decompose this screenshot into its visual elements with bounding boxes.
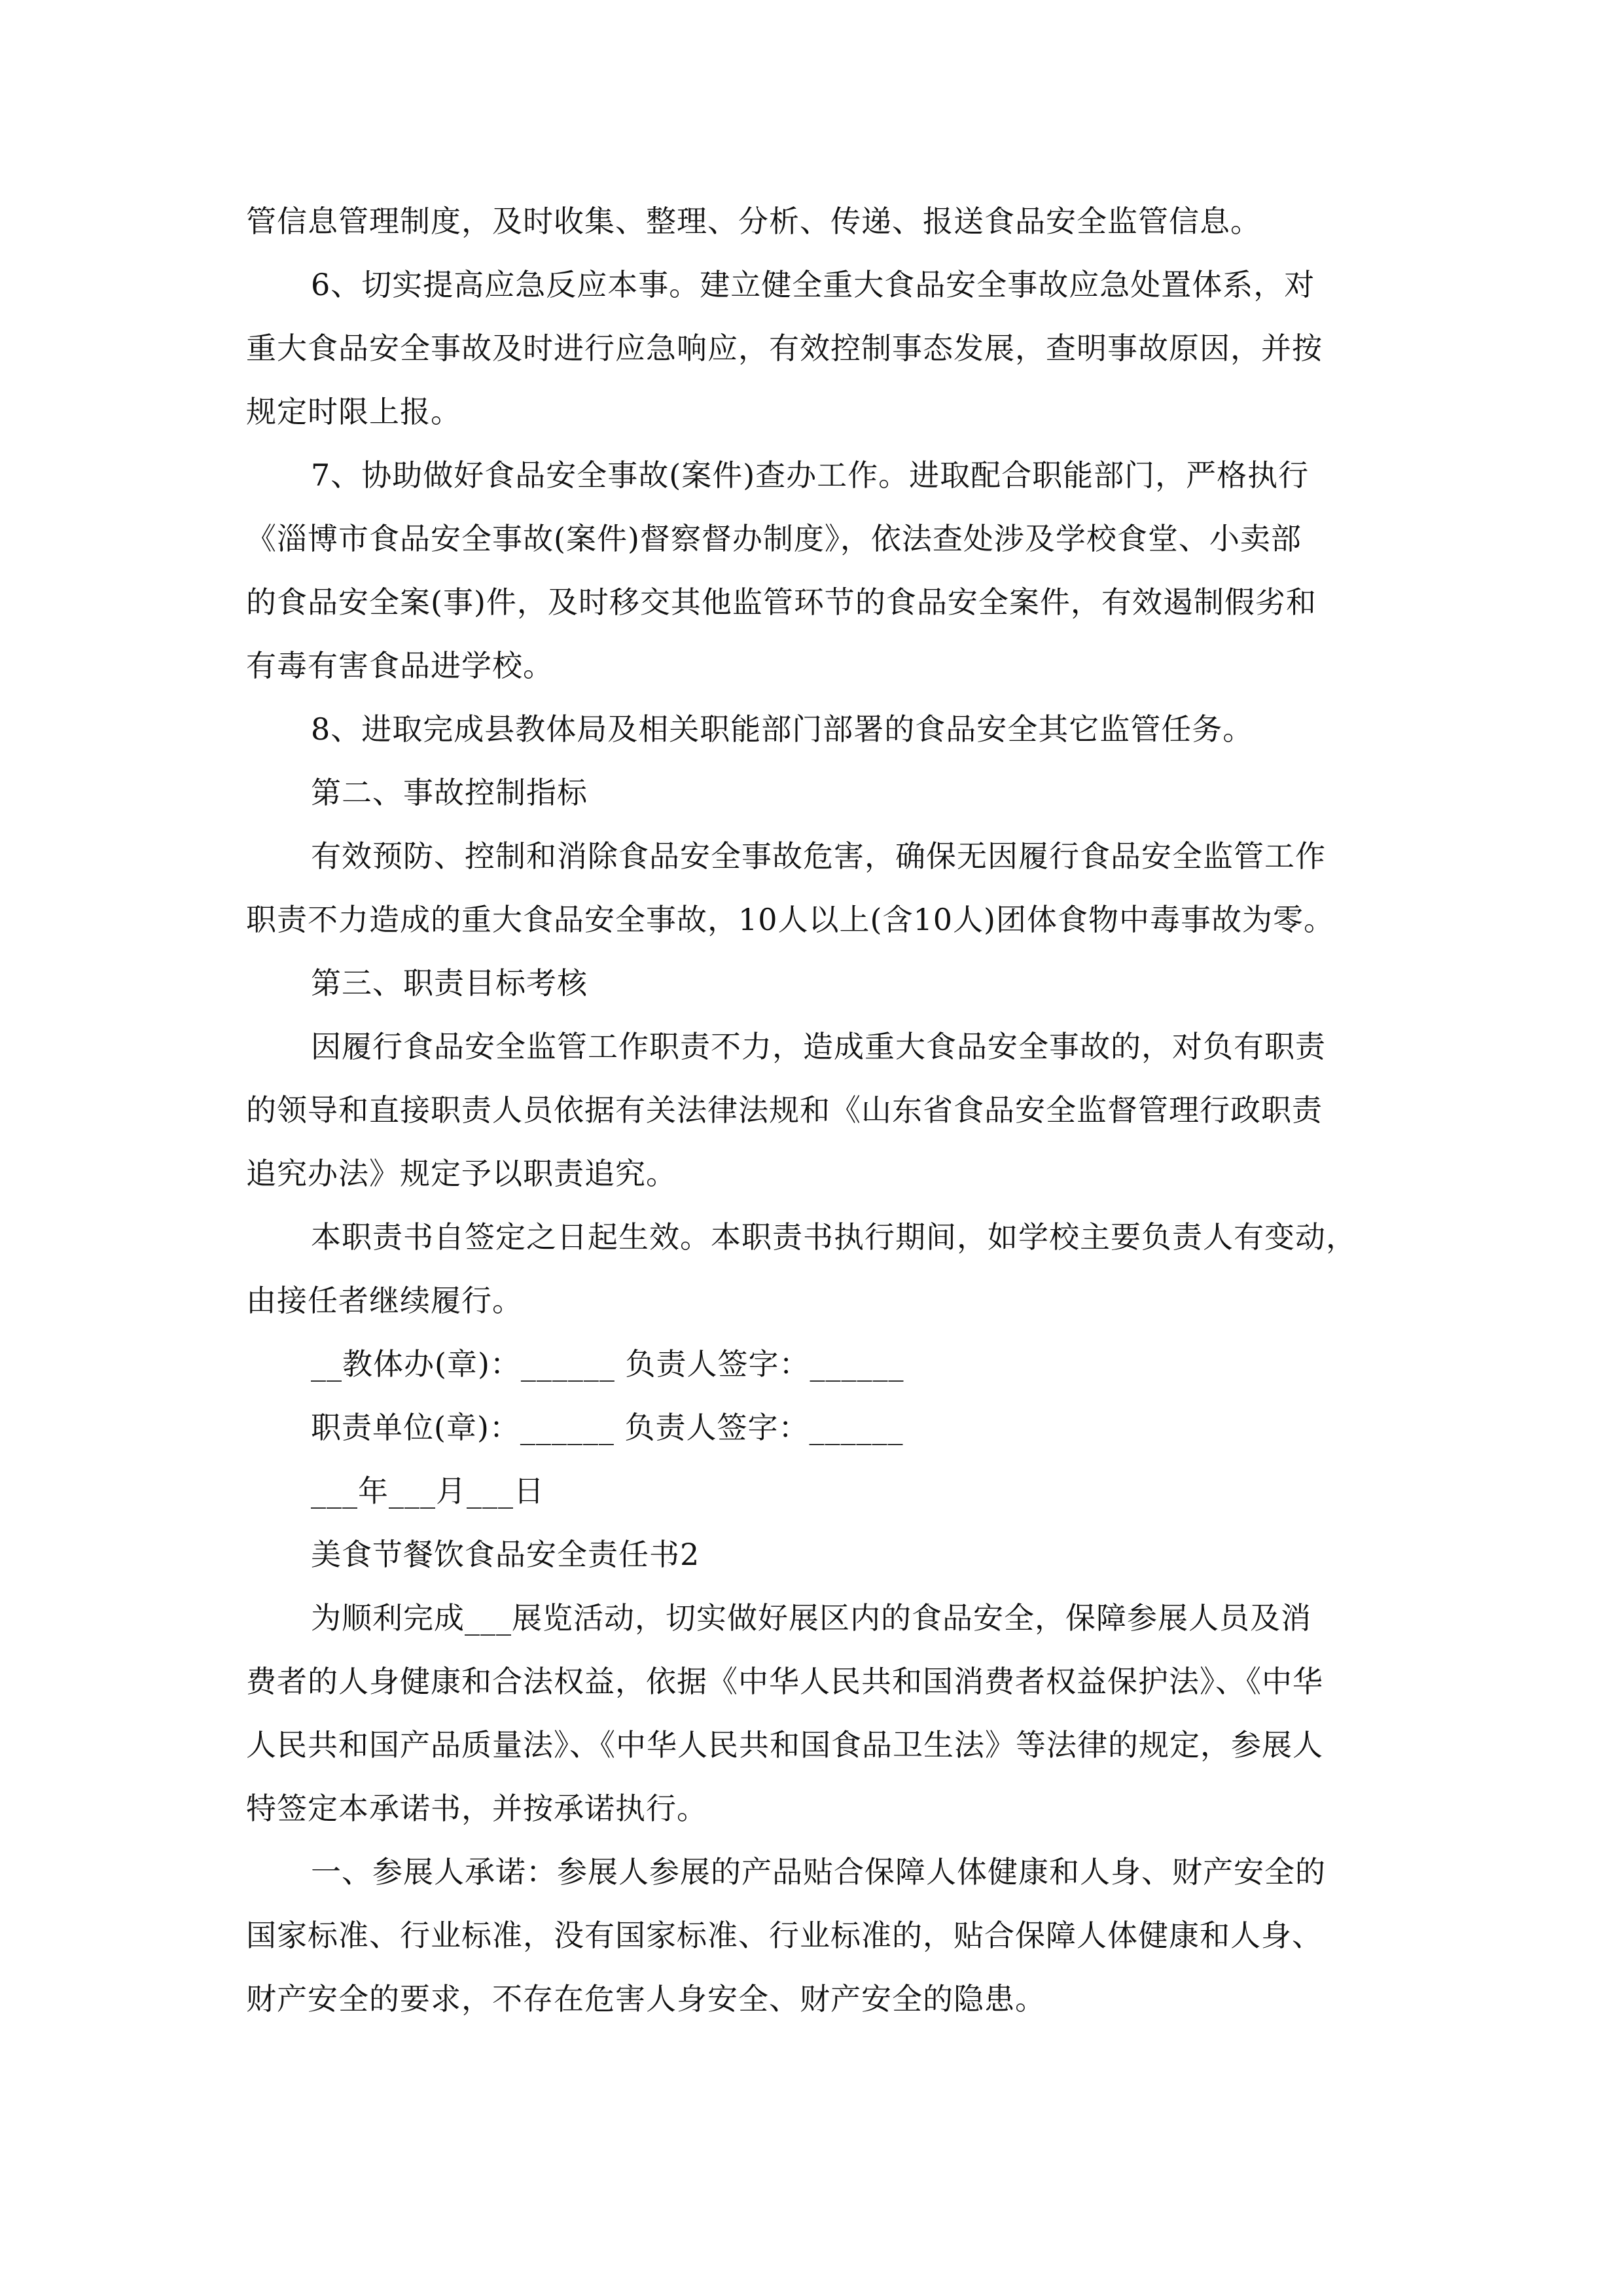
text-line: 职责不力造成的重大食品安全事故，10人以上(含10人)团体食物中毒事故为零。: [246, 902, 1334, 937]
date-line: ___年___月___日: [311, 1473, 544, 1509]
text-line: 为顺利完成___展览活动，切实做好展区内的食品安全，保障参展人员及消: [311, 1600, 1311, 1636]
text-line: 有效预防、控制和消除食品安全事故危害，确保无因履行食品安全监管工作: [311, 838, 1326, 874]
text-line: 追究办法》规定予以职责追究。: [246, 1156, 677, 1191]
text-line: 的食品安全案(事)件，及时移交其他监管环节的食品安全案件，有效遏制假劣和: [246, 584, 1317, 620]
document-body: [246, 190, 1377, 2031]
text-line: 特签定本承诺书，并按承诺执行。: [246, 1791, 707, 1826]
text-line: 费者的人身健康和合法权益，依据《中华人民共和国消费者权益保护法》、《中华: [246, 1664, 1323, 1699]
text-line: 6、切实提高应急反应本事。建立健全重大食品安全事故应急处置体系，对: [311, 267, 1315, 302]
text-line: 由接任者继续履行。: [246, 1283, 523, 1318]
document-title: 美食节餐饮食品安全责任书2: [311, 1537, 700, 1572]
text-line: 的领导和直接职责人员依据有关法律法规和《山东省食品安全监督管理行政职责: [246, 1092, 1323, 1128]
text-line: 一、参展人承诺：参展人参展的产品贴合保障人体健康和人身、财产安全的: [311, 1854, 1326, 1890]
text-line: 国家标准、行业标准，没有国家标准、行业标准的，贴合保障人体健康和人身、: [246, 1918, 1323, 1953]
text-line: 因履行食品安全监管工作职责不力，造成重大食品安全事故的，对负有职责: [311, 1029, 1326, 1064]
text-line: 人民共和国产品质量法》、《中华人民共和国食品卫生法》等法律的规定，参展人: [246, 1727, 1323, 1763]
text-line: 本职责书自签定之日起生效。本职责书执行期间，如学校主要负责人有变动，: [311, 1219, 1357, 1255]
text-line: 规定时限上报。: [246, 394, 461, 429]
text-line: 财产安全的要求，不存在危害人身安全、财产安全的隐患。: [246, 1981, 1046, 2017]
text-line: 有毒有害食品进学校。: [246, 648, 554, 683]
signature-line: __教体办(章)：______ 负责人签字：______: [311, 1346, 904, 1382]
text-line: 《淄博市食品安全事故(案件)督察督办制度》，依法查处涉及学校食堂、小卖部: [246, 521, 1302, 556]
text-line: 重大食品安全事故及时进行应急响应，有效控制事态发展，查明事故原因，并按: [246, 331, 1323, 366]
text-line: 8、进取完成县教体局及相关职能部门部署的食品安全其它监管任务。: [311, 711, 1254, 747]
section-heading: 第二、事故控制指标: [311, 775, 588, 810]
section-heading: 第三、职责目标考核: [311, 965, 588, 1001]
signature-line: 职责单位(章)：______ 负责人签字：______: [311, 1410, 904, 1445]
text-line: 7、协助做好食品安全事故(案件)查办工作。进取配合职能部门，严格执行: [311, 457, 1310, 493]
text-line: 管信息管理制度，及时收集、整理、分析、传递、报送食品安全监管信息。: [246, 204, 1261, 239]
